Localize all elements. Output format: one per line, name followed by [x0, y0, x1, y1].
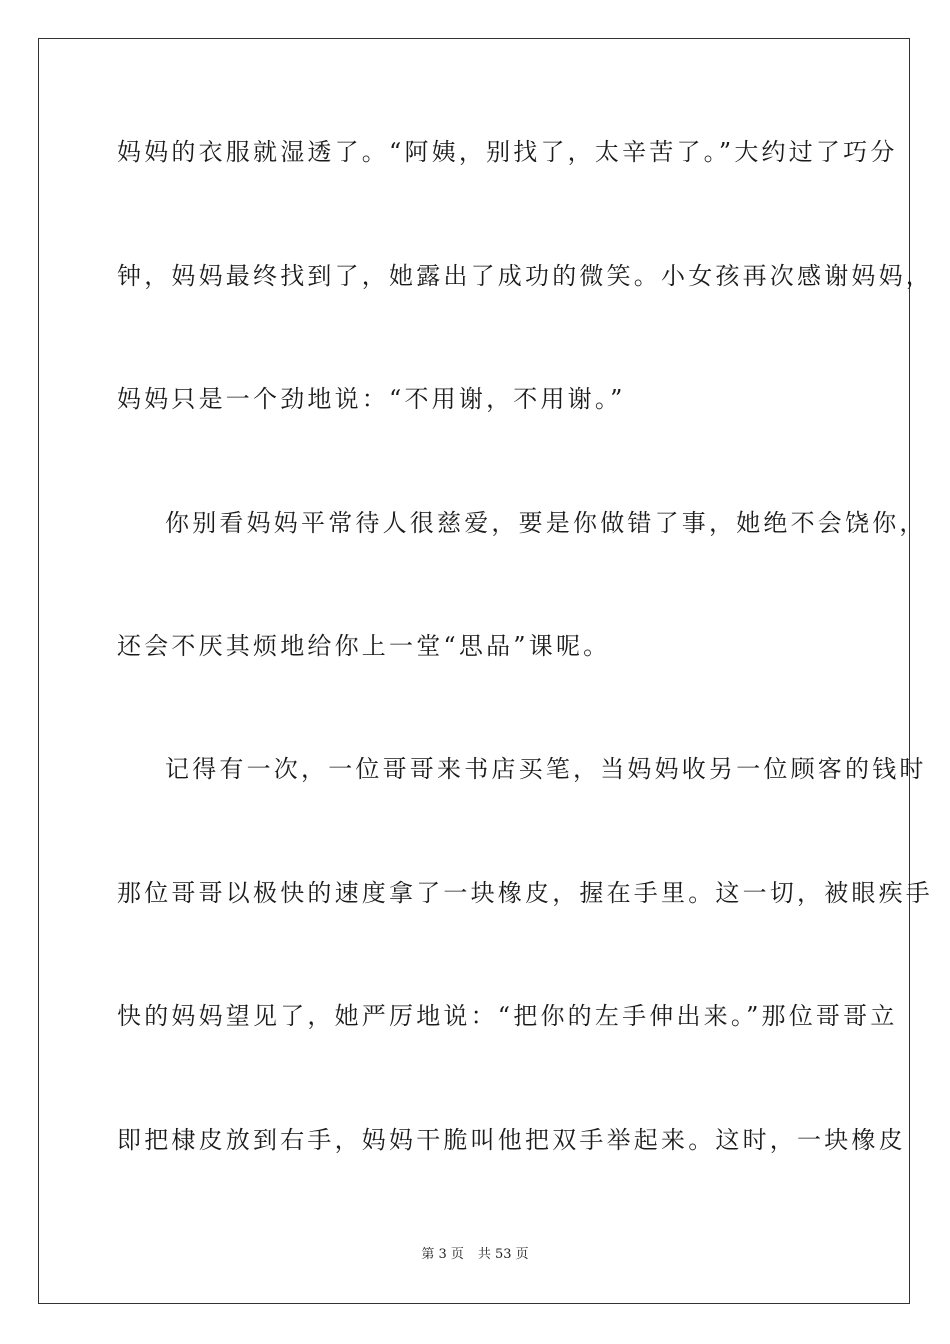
- text-line-1: 妈妈的衣服就湿透了。“阿姨，别找了，太辛苦了。”大约过了巧分: [117, 138, 898, 166]
- text-line-5: 还会不厌其烦地给你上一堂“思品”课呢。: [117, 632, 611, 660]
- text-line-3: 妈妈只是一个劲地说：“不用谢，不用谢。”: [117, 385, 626, 413]
- text-line-9: 即把棣皮放到右手，妈妈干脆叫他把双手举起来。这时，一块橡皮: [117, 1126, 906, 1154]
- text-line-4: 你别看妈妈平常待人很慈爱，要是你做错了事，她绝不会饶你，: [165, 509, 927, 537]
- text-line-2: 钟，妈妈最终找到了，她露出了成功的微笑。小女孩再次感谢妈妈，: [117, 262, 933, 290]
- text-line-7: 那位哥哥以极快的速度拿了一块橡皮，握在手里。这一切，被眼疾手: [117, 879, 933, 907]
- text-line-6: 记得有一次，一位哥哥来书店买笔，当妈妈收另一位顾客的钱时: [165, 755, 927, 783]
- page-footer: [0, 1246, 950, 1264]
- page-frame: [38, 38, 933, 1304]
- page-number: 第 3 页: [421, 1247, 464, 1262]
- page-total: 共 53 页: [477, 1247, 529, 1262]
- text-line-8: 快的妈妈望见了，她严厉地说：“把你的左手伸出来。”那位哥哥立: [117, 1002, 898, 1030]
